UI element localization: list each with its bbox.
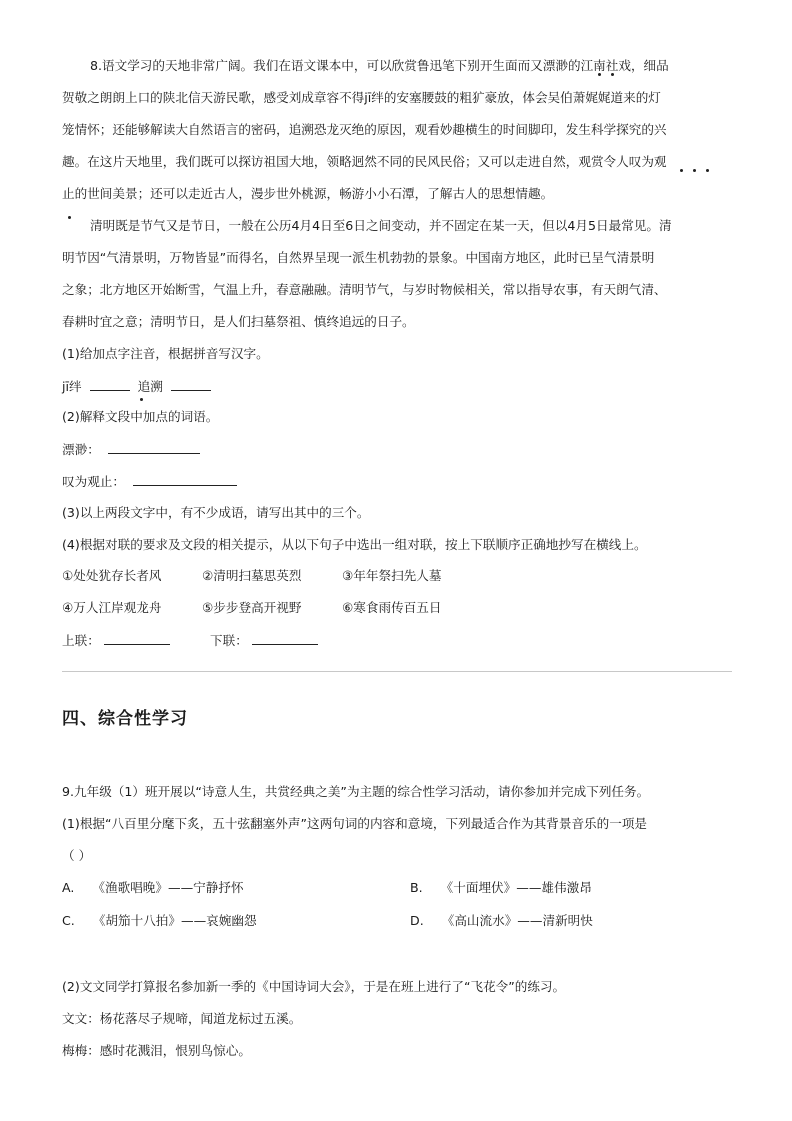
zhuisu-label: 追溯	[137, 379, 163, 394]
couplet-option-3: ③年年祭扫先人墓	[342, 568, 442, 583]
lower-couplet-blank[interactable]	[252, 630, 318, 645]
emphasis-dot	[693, 169, 696, 172]
upper-couplet-label: 上联：	[62, 633, 100, 648]
tanweiguanzhi-label: 叹为观止：	[62, 474, 125, 489]
q8-para1-line-1: 8.语文学习的天地非常广阔。我们在语文课本中，可以欣赏鲁迅笔下别开生面而又漂渺的江南社戏，细品	[90, 58, 669, 73]
q8-para2-line-2: 明节因“气清景明，万物皆显”而得名，自然界呈现一派生机勃勃的景象。中国南方地区，此时已呈气清景明	[62, 250, 655, 265]
option-c-letter: C.	[62, 913, 75, 928]
emphasis-dot	[598, 73, 601, 76]
emphasis-dot	[680, 169, 683, 172]
q9-sub1-paren: （ ）	[62, 848, 92, 863]
option-a-letter: A.	[62, 880, 75, 895]
dialogue-line-1: 文文：杨花落尽子规啼，闻道龙标过五溪。	[62, 1011, 302, 1026]
q8-para1-line-3: 笼情怀；还能够解读大自然语言的密码，追溯恐龙灭绝的原因，观看妙趣横生的时间脚印，发生科学探究的兴	[62, 122, 667, 137]
q8-sub2-item-2	[62, 471, 736, 492]
q9-option-d[interactable]	[410, 911, 593, 931]
couplet-option-6: ⑥寒食雨传百五日	[342, 600, 442, 615]
lower-couplet-row	[210, 630, 318, 651]
q9-option-c[interactable]	[62, 911, 257, 931]
option-b-letter: B.	[410, 880, 423, 895]
q8-sub1-prompt: (1)给加点字注音，根据拼音写汉字。	[62, 346, 269, 361]
q9-option-b[interactable]	[410, 878, 592, 898]
q8-para1-line-2: 贺敬之朗朗上口的陕北信天游民歌，感受刘成章容不得jī绊的安塞腰鼓的粗犷豪放，体会吴伯萧娓娓道来的灯	[62, 90, 661, 105]
section-title: 四、综合性学习	[62, 709, 188, 729]
q8-sub2-item-1	[62, 439, 736, 460]
emphasis-dot	[706, 169, 709, 172]
option-b-text: 《十面埋伏》——雄伟激昂	[440, 880, 592, 895]
q8-sub1-answers	[62, 376, 736, 397]
dialogue-line-2: 梅梅：感时花溅泪，恨别鸟惊心。	[62, 1043, 251, 1058]
emphasis-dot	[140, 398, 143, 401]
emphasis-dot	[611, 73, 614, 76]
option-c-text: 《胡笳十八拍》——哀婉幽怨	[92, 913, 257, 928]
jiban-answer-blank[interactable]	[90, 376, 130, 391]
q8-sub3-prompt: (3)以上两段文字中，有不少成语，请写出其中的三个。	[62, 505, 370, 520]
upper-couplet-row	[62, 630, 170, 651]
q9-intro: 9.九年级（1）班开展以“诗意人生，共赏经典之美”为主题的综合性学习活动，请你参加并完成下列任务。	[62, 784, 650, 799]
zhuisu-answer-blank[interactable]	[171, 376, 211, 391]
tanweiguanzhi-answer-blank[interactable]	[133, 471, 237, 486]
lower-couplet-label: 下联：	[210, 633, 248, 648]
couplet-option-4: ④万人江岸观龙舟	[62, 600, 162, 615]
option-d-letter: D.	[410, 913, 424, 928]
jiban-label: jī绊	[62, 379, 82, 394]
q9-option-a[interactable]	[62, 878, 244, 898]
q8-para2-line-1: 清明既是节气又是节日，一般在公历4月4日至6日之间变动，并不固定在某一天，但以4月5日最常见。清	[90, 218, 672, 233]
q8-sub4-prompt: (4)根据对联的要求及文段的相关提示，从以下句子中选出一组对联，按上下联顺序正确地抄写在横线上。	[62, 537, 647, 552]
q9-sub2-prompt: (2)文文同学打算报名参加新一季的《中国诗词大会》，于是在班上进行了“飞花令”的练习。	[62, 979, 566, 994]
q8-para2-line-4: 春耕时宜之意；清明节日，是人们扫墓祭祖、慎终追远的日子。	[62, 314, 415, 329]
q8-para2-line-3: 之象；北方地区开始断雪，气温上升，春意融融。清明节气，与岁时物候相关，常以指导农事，有天朗气清、	[62, 282, 667, 297]
q8-sub2-prompt: (2)解释文段中加点的词语。	[62, 409, 219, 424]
section-divider	[62, 671, 732, 672]
q8-para1-line-4: 趣。在这片天地里，我们既可以探访祖国大地，领略迥然不同的民风民俗；又可以走进自然，观赏令人叹为观	[62, 154, 667, 169]
piaomiao-answer-blank[interactable]	[108, 439, 200, 454]
piaomiao-label: 漂渺：	[62, 442, 100, 457]
couplet-option-1: ①处处犹存长者风	[62, 568, 162, 583]
option-d-text: 《高山流水》——清新明快	[441, 913, 593, 928]
couplet-option-2: ②清明扫墓思英烈	[202, 568, 302, 583]
couplet-option-5: ⑤步步登高开视野	[202, 600, 302, 615]
option-a-text: 《渔歌唱晚》——宁静抒怀	[92, 880, 244, 895]
q9-sub1-prompt: (1)根据“八百里分麾下炙，五十弦翻塞外声”这两句词的内容和意境，下列最适合作为其背景音乐的一项是	[62, 816, 648, 831]
upper-couplet-blank[interactable]	[104, 630, 170, 645]
q8-para1-line-5: 止的世间美景；还可以走近古人，漫步世外桃源，畅游小小石潭，了解古人的思想情趣。	[62, 186, 554, 201]
